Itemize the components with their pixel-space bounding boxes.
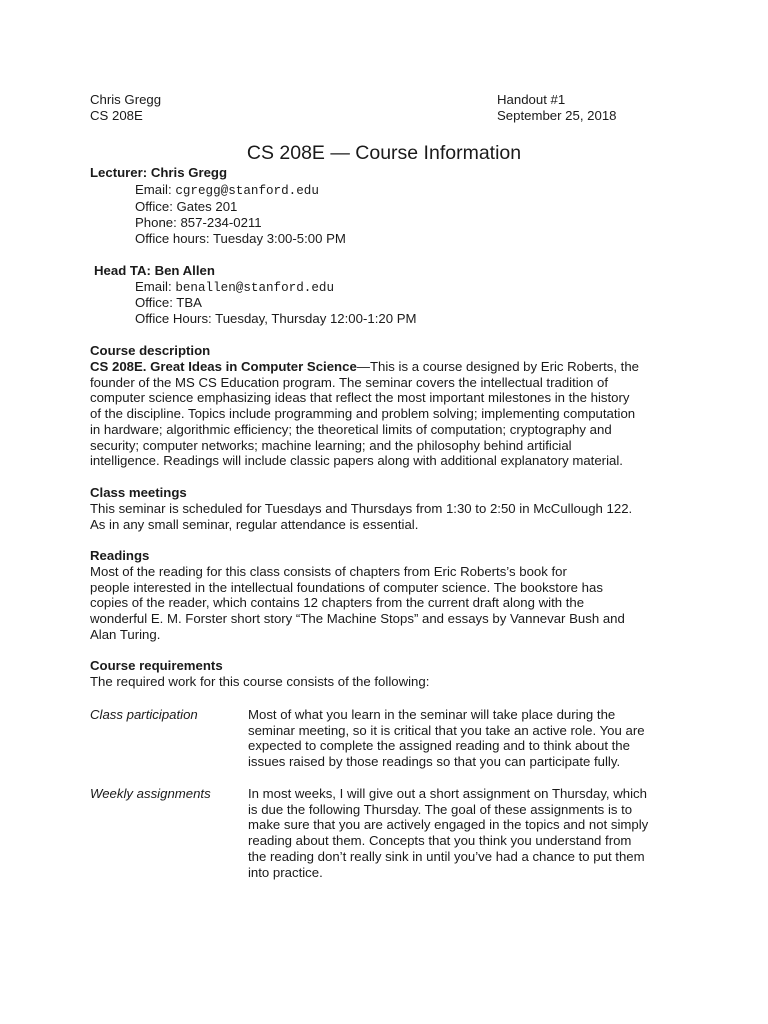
requirement-label: Weekly assignments (90, 786, 211, 801)
requirement-line: into practice. (248, 864, 323, 880)
handout-number: Handout #1 (497, 92, 566, 107)
requirement-line: In most weeks, I will give out a short assignment on Thursday, which (248, 786, 647, 801)
lecturer-email-line (135, 182, 319, 200)
requirements-intro: The required work for this course consists of the following: (90, 674, 430, 689)
description-line: CS 208E. Great Ideas in Computer Science—This is a course designed by Eric Roberts, the (90, 359, 639, 374)
readings-line: wonderful E. M. Forster short story “The Machine Stops” and essays by Vannevar Bush and (90, 611, 625, 627)
requirement-line: the reading don’t really sink in until you’ve had a chance to put them (248, 848, 645, 864)
lecturer-heading: Lecturer: Chris Gregg (90, 165, 228, 180)
requirement-line: expected to complete the assigned reading and to think about the (248, 738, 630, 754)
description-line: intelligence. Readings will include classic papers along with additional explanatory material. (90, 453, 623, 469)
head-ta-hours: Office Hours: Tuesday, Thursday 12:00-1:20 PM (135, 311, 417, 326)
readings-line: copies of the reader, which contains 12 chapters from the current draft along with the (90, 595, 585, 611)
head-ta-email-label: Email: (135, 279, 172, 294)
author-name: Chris Gregg (90, 92, 162, 107)
meetings-line: This seminar is scheduled for Tuesdays and Thursdays from 1:30 to 2:50 in McCullough 122. (90, 501, 633, 516)
course-code: CS 208E (90, 108, 143, 123)
description-line: of the discipline. Topics include programming and problem solving; implementing computation (90, 406, 636, 422)
description-lead: CS 208E. Great Ideas in Computer Science (90, 359, 357, 374)
requirement-line: issues raised by those readings so that you can participate fully. (248, 754, 621, 770)
meetings-heading: Class meetings (90, 485, 187, 500)
meetings-body (90, 501, 675, 532)
head-ta-office: Office: TBA (135, 295, 202, 310)
lecturer-email: cgregg@stanford.edu (175, 184, 319, 198)
lecturer-hours: Office hours: Tuesday 3:00-5:00 PM (135, 231, 346, 246)
head-ta-email: benallen@stanford.edu (175, 281, 335, 295)
description-line: security; computer networks; machine learning; and the philosophy behind artificial (90, 437, 572, 453)
requirement-line: is due the following Thursday. The goal of these assignments is to (248, 801, 633, 817)
description-line: computer science emphasizing ideas that reflect the most important milestones in the history (90, 390, 630, 406)
requirement-line: seminar meeting, so it is critical that you take an active role. You are (248, 722, 645, 738)
description-heading: Course description (90, 343, 211, 358)
requirement-description (248, 707, 678, 770)
lecturer-email-label: Email: (135, 182, 172, 197)
handout-date: September 25, 2018 (497, 108, 617, 123)
readings-line: people interested in the intellectual foundations of computer science. The bookstore has (90, 579, 603, 595)
requirements-heading: Course requirements (90, 658, 223, 673)
lecturer-office: Office: Gates 201 (135, 199, 238, 214)
head-ta-heading: Head TA: Ben Allen (94, 263, 215, 278)
description-body (90, 359, 675, 469)
requirement-line: Most of what you learn in the seminar will take place during the (248, 707, 616, 722)
readings-heading: Readings (90, 548, 150, 563)
meetings-line: As in any small seminar, regular attendance is essential. (90, 516, 419, 532)
requirement-line: make sure that you are actively engaged in the topics and not simply (248, 817, 649, 833)
page-title: CS 208E — Course Information (246, 142, 522, 164)
requirement-label: Class participation (90, 707, 198, 722)
lecturer-phone: Phone: 857-234-0211 (135, 215, 262, 230)
description-line: founder of the MS CS Education program. The seminar covers the intellectual tradition of (90, 374, 609, 390)
requirement-description (248, 786, 678, 880)
requirement-line: reading about them. Concepts that you think you understand from (248, 833, 632, 849)
readings-line: Alan Turing. (90, 626, 161, 642)
readings-body (90, 564, 675, 643)
readings-line: Most of the reading for this class consists of chapters from Eric Roberts’s book for (90, 564, 567, 579)
description-line: in hardware; algorithmic efficiency; the theoretical limits of computation; cryptography and (90, 421, 612, 437)
